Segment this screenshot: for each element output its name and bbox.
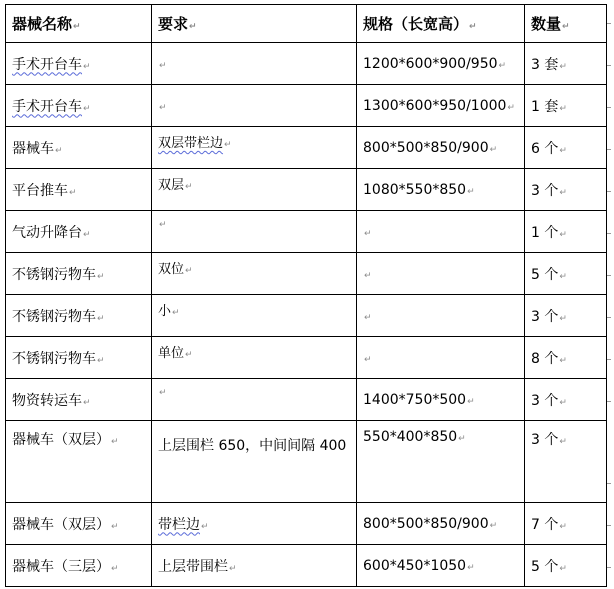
paragraph-mark: ↵ [559,271,567,282]
cell-spec[interactable] [357,421,525,503]
cell-quantity[interactable] [525,85,607,127]
cell-requirement[interactable] [152,421,357,503]
cell-requirement[interactable] [152,43,357,85]
name-text: 器械车（双层） [12,516,110,533]
row-end-marker [607,483,611,484]
cell-quantity[interactable] [525,43,607,85]
cell-name[interactable] [6,337,152,379]
row-end-marker [607,359,611,360]
cell-quantity[interactable] [525,337,607,379]
header-quantity[interactable] [525,5,607,43]
paragraph-mark: ↵ [364,312,372,323]
quantity-text: 8 个 [531,350,559,367]
row-end-markers [606,4,614,585]
paragraph-mark: ↵ [172,308,180,318]
name-text: 器械车 [12,140,54,157]
cell-requirement[interactable] [152,253,357,295]
cell-requirement[interactable] [152,295,357,337]
spec-text: 800*500*850/900 [363,515,489,532]
cell-name[interactable] [6,503,152,545]
table-row [6,169,607,211]
paragraph-mark: ↵ [159,60,167,71]
table-row [6,337,607,379]
requirement-text: 带栏边 [158,516,200,533]
requirement-text: 单位 [158,346,185,361]
row-end-marker [607,525,611,526]
spec-text: 1080*550*850 [363,181,467,198]
table-row [6,379,607,421]
table-row [6,545,607,587]
paragraph-mark: ↵ [185,266,193,276]
paragraph-mark: ↵ [469,22,477,32]
name-text: 手术开台车 [12,98,82,115]
paragraph-mark: ↵ [498,60,507,71]
row-end-marker [607,233,611,234]
paragraph-mark: ↵ [55,145,63,156]
name-text: 平台推车 [12,182,68,199]
cell-requirement[interactable] [152,85,357,127]
paragraph-mark: ↵ [559,61,567,72]
paragraph-mark: ↵ [559,521,567,532]
header-quantity-text: 数量 [531,15,562,33]
name-text: 不锈钢污物车 [12,266,96,283]
paragraph-mark: ↵ [201,521,209,532]
name-text: 气动升降台 [12,224,82,241]
quantity-text: 3 个 [531,182,559,199]
name-text: 物资转运车 [12,392,82,409]
cell-spec[interactable] [357,295,525,337]
paragraph-mark: ↵ [111,437,119,447]
requirement-text: 小 [158,304,172,319]
spec-text: 600*450*1050 [363,557,467,574]
spec-text: 1400*750*500 [363,391,467,408]
cell-name[interactable] [6,211,152,253]
paragraph-mark: ↵ [185,182,193,192]
paragraph-mark: ↵ [97,313,105,324]
cell-requirement[interactable] [152,211,357,253]
spec-text: 550*400*850 [363,429,458,445]
table-row [6,253,607,295]
table-row [6,211,607,253]
quantity-text: 3 个 [531,432,559,448]
cell-quantity[interactable] [525,253,607,295]
requirement-text: 上层带围栏 [158,558,228,575]
name-text: 器械车（三层） [12,558,110,575]
paragraph-mark: ↵ [364,270,372,281]
paragraph-mark: ↵ [559,397,567,408]
cell-spec[interactable] [357,211,525,253]
paragraph-mark: ↵ [559,313,567,324]
spec-text: 1200*600*900/950 [363,55,498,72]
table-row [6,421,607,503]
paragraph-mark: ↵ [562,22,570,32]
paragraph-mark: ↵ [83,229,91,240]
cell-requirement[interactable] [152,169,357,211]
quantity-text: 3 个 [531,308,559,325]
paragraph-mark: ↵ [69,187,77,198]
header-requirement[interactable] [152,5,357,43]
row-end-marker [607,401,611,402]
cell-quantity[interactable] [525,421,607,503]
paragraph-mark: ↵ [467,186,475,197]
paragraph-mark: ↵ [559,145,567,156]
paragraph-mark: ↵ [489,144,498,155]
cell-spec[interactable] [357,545,525,587]
cell-name[interactable] [6,43,152,85]
paragraph-mark: ↵ [159,102,167,113]
cell-requirement[interactable] [152,545,357,587]
paragraph-mark: ↵ [83,61,91,72]
table-row [6,43,607,85]
cell-name[interactable] [6,295,152,337]
table-row [6,127,607,169]
paragraph-mark: ↵ [97,355,105,366]
quantity-text: 6 个 [531,140,559,157]
paragraph-mark: ↵ [364,228,372,239]
table-row [6,503,607,545]
paragraph-mark: ↵ [458,434,466,444]
paragraph-mark: ↵ [111,521,119,532]
paragraph-mark: ↵ [185,350,193,360]
paragraph-mark: ↵ [111,563,119,574]
paragraph-mark: ↵ [229,563,237,574]
row-end-marker [607,107,611,108]
name-text: 不锈钢污物车 [12,350,96,367]
paragraph-mark: ↵ [559,187,567,198]
cell-spec[interactable] [357,43,525,85]
cell-quantity[interactable] [525,295,607,337]
cell-requirement[interactable] [152,337,357,379]
quantity-text: 3 套 [531,56,559,73]
cell-requirement[interactable] [152,503,357,545]
cell-quantity[interactable] [525,503,607,545]
paragraph-mark: ↵ [559,355,567,366]
cell-spec[interactable] [357,253,525,295]
name-text: 手术开台车 [12,56,82,73]
paragraph-mark: ↵ [159,220,167,230]
paragraph-mark: ↵ [467,562,475,573]
cell-quantity[interactable] [525,127,607,169]
row-end-marker [607,191,611,192]
header-spec-text: 规格（长宽高） [363,15,469,33]
paragraph-mark: ↵ [224,140,232,150]
cell-name[interactable] [6,85,152,127]
cell-name[interactable] [6,379,152,421]
name-text: 不锈钢污物车 [12,308,96,325]
cell-quantity[interactable] [525,211,607,253]
quantity-text: 1 个 [531,224,559,241]
header-equipment-name[interactable] [6,5,152,43]
cell-requirement[interactable] [152,379,357,421]
header-requirement-text: 要求 [158,15,189,33]
paragraph-mark: ↵ [189,22,197,32]
quantity-text: 1 套 [531,98,559,115]
row-end-marker [607,149,611,150]
paragraph-mark: ↵ [159,388,167,398]
cell-quantity[interactable] [525,169,607,211]
name-text: 器械车（双层） [12,432,110,448]
quantity-text: 5 个 [531,558,559,575]
table-header-row [6,5,607,43]
row-end-marker [607,317,611,318]
cell-spec[interactable] [357,169,525,211]
quantity-text: 5 个 [531,266,559,283]
quantity-text: 3 个 [531,392,559,409]
row-end-marker [607,567,611,568]
cell-name[interactable] [6,545,152,587]
header-name-text: 器械名称 [12,15,73,33]
cell-spec[interactable] [357,127,525,169]
cell-name[interactable] [6,169,152,211]
row-end-marker [607,275,611,276]
cell-spec[interactable] [357,379,525,421]
cell-quantity[interactable] [525,379,607,421]
cell-name[interactable] [6,127,152,169]
paragraph-mark: ↵ [97,271,105,282]
table-row [6,295,607,337]
spec-text: 1300*600*950/1000 [363,97,507,114]
paragraph-mark: ↵ [559,103,567,114]
requirement-text: 上层围栏 650，中间间隔 400 [158,438,347,454]
header-spec[interactable] [357,5,525,43]
requirement-text: 双层 [158,178,185,193]
paragraph-mark: ↵ [73,22,81,32]
paragraph-mark: ↵ [83,397,91,408]
requirement-text: 双层带栏边 [158,136,224,151]
cell-requirement[interactable] [152,127,357,169]
paragraph-mark: ↵ [559,229,567,240]
equipment-spec-table [5,4,607,587]
cell-quantity[interactable] [525,545,607,587]
paragraph-mark: ↵ [559,437,567,447]
quantity-text: 7 个 [531,516,559,533]
cell-spec[interactable] [357,337,525,379]
paragraph-mark: ↵ [364,354,372,365]
spec-text: 800*500*850/900 [363,139,489,156]
paragraph-mark: ↵ [559,563,567,574]
paragraph-mark: ↵ [467,396,475,407]
cell-name[interactable] [6,421,152,503]
paragraph-mark: ↵ [489,520,498,531]
requirement-text: 双位 [158,262,185,277]
row-end-marker [607,65,611,66]
paragraph-mark: ↵ [83,103,91,114]
cell-name[interactable] [6,253,152,295]
cell-spec[interactable] [357,503,525,545]
row-end-marker [607,23,611,24]
table-row [6,85,607,127]
cell-spec[interactable] [357,85,525,127]
paragraph-mark: ↵ [507,102,515,113]
